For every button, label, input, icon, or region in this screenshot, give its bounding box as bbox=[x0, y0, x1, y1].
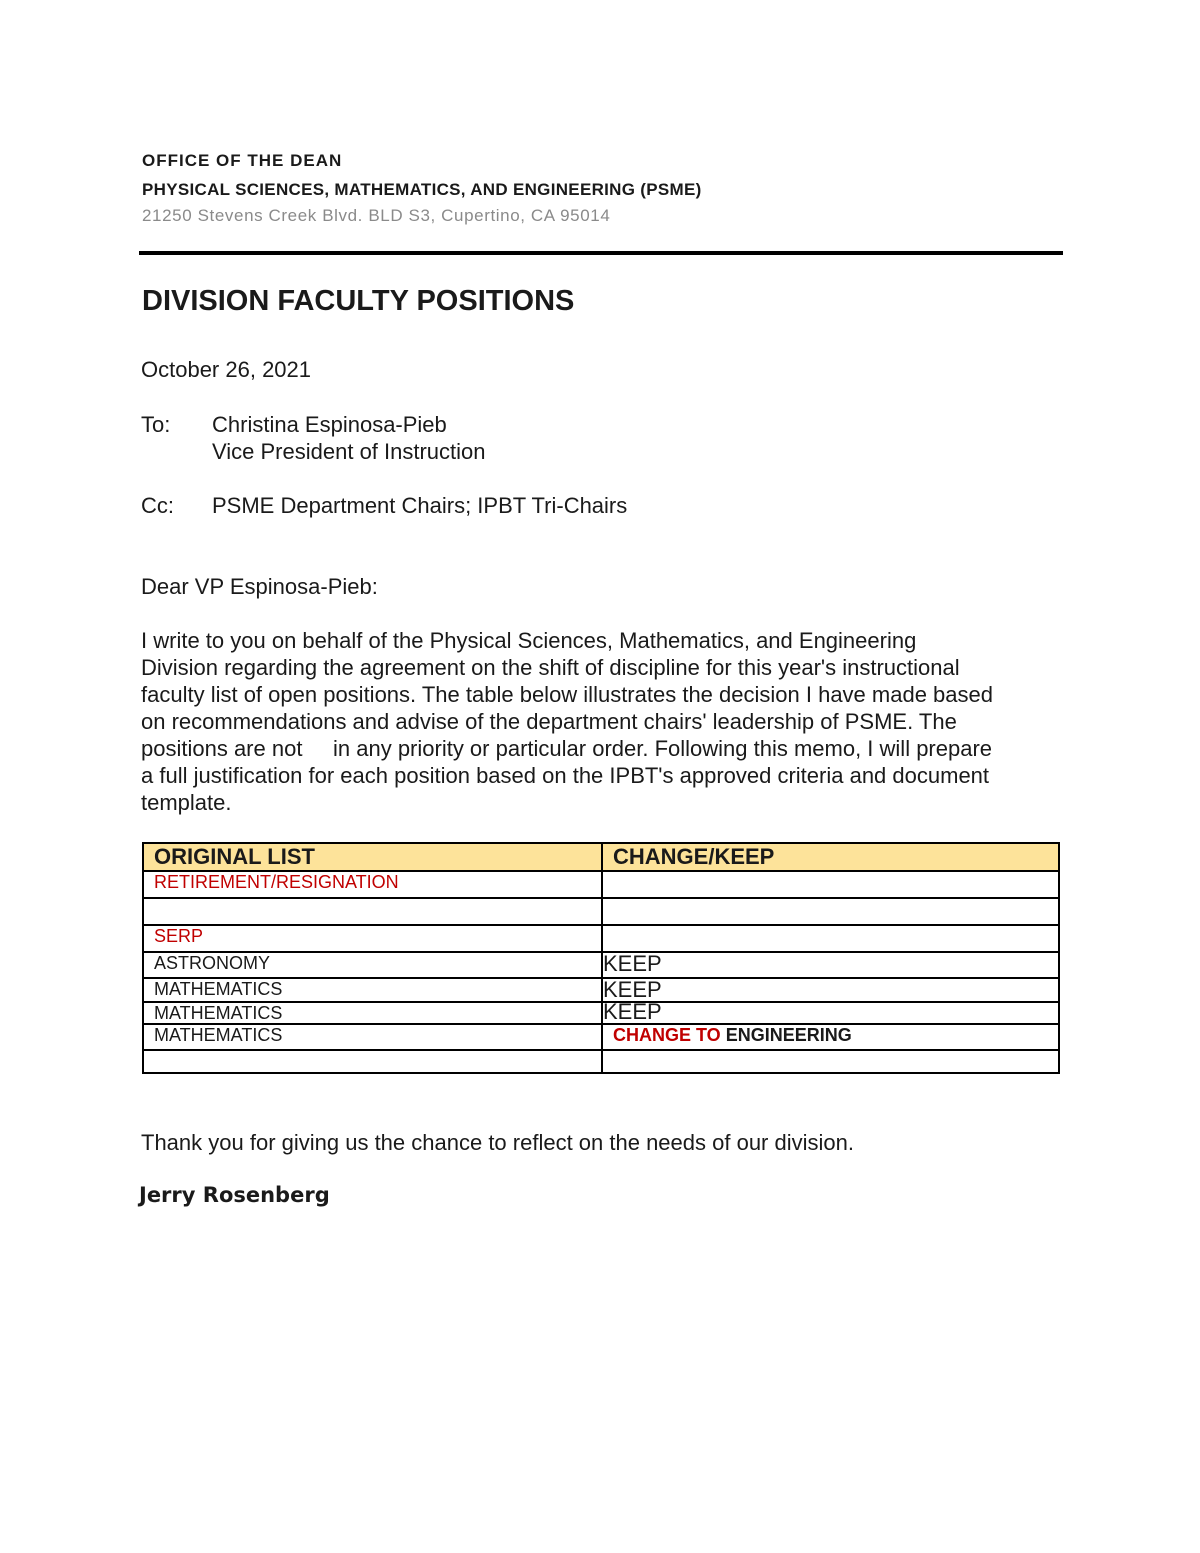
header-original-list: ORIGINAL LIST bbox=[143, 843, 602, 871]
to-label: To: bbox=[141, 412, 171, 437]
change-cell bbox=[602, 978, 1059, 1002]
change-cell bbox=[602, 1050, 1059, 1073]
table-row bbox=[143, 978, 1059, 1002]
table-row bbox=[143, 871, 1059, 898]
memo-body-line: positions are not in any priority or particular order. Following this memo, I will prepare bbox=[141, 736, 993, 761]
division-heading: PHYSICAL SCIENCES, MATHEMATICS, AND ENGINEERING (PSME) bbox=[142, 180, 702, 199]
original-cell: RETIREMENT/RESIGNATION bbox=[143, 871, 602, 898]
cc-label: Cc: bbox=[141, 493, 174, 518]
original-cell bbox=[143, 898, 602, 925]
cc-recipients: PSME Department Chairs; IPBT Tri-Chairs bbox=[212, 493, 628, 518]
original-cell: ASTRONOMY bbox=[143, 952, 602, 978]
keep-value: KEEP bbox=[603, 951, 662, 976]
change-cell bbox=[602, 1024, 1059, 1050]
table-row bbox=[143, 1024, 1059, 1050]
recipient-name: Christina Espinosa-Pieb bbox=[212, 412, 447, 437]
change-cell bbox=[602, 898, 1059, 925]
page-title: DIVISION FACULTY POSITIONS bbox=[142, 285, 575, 317]
signature: Jerry Rosenberg bbox=[139, 1183, 330, 1207]
table-row bbox=[143, 925, 1059, 952]
memo-body-line: template. bbox=[141, 790, 232, 815]
change-cell bbox=[602, 952, 1059, 978]
keep-value: KEEP bbox=[603, 977, 662, 1002]
header-change-keep: CHANGE/KEEP bbox=[602, 843, 1059, 871]
memo-body-line: faculty list of open positions. The table below illustrates the decision I have made based bbox=[141, 682, 993, 707]
memo-body-line: on recommendations and advise of the department chairs' leadership of PSME. The bbox=[141, 709, 957, 734]
header-divider bbox=[139, 251, 1063, 255]
change-target: ENGINEERING bbox=[725, 1025, 852, 1045]
memo-body-line: I write to you on behalf of the Physical Sciences, Mathematics, and Engineering bbox=[141, 628, 917, 653]
recipient-title: Vice President of Instruction bbox=[212, 439, 486, 464]
office-address: 21250 Stevens Creek Blvd. BLD S3, Cupertino, CA 95014 bbox=[142, 206, 611, 225]
change-cell bbox=[602, 925, 1059, 952]
change-prefix: CHANGE TO bbox=[613, 1025, 721, 1045]
memo-body-line: a full justification for each position based on the IPBT's approved criteria and document bbox=[141, 763, 990, 788]
table-row bbox=[143, 1002, 1059, 1024]
table-header-row bbox=[143, 843, 1059, 871]
table-row bbox=[143, 1050, 1059, 1073]
original-cell: MATHEMATICS bbox=[143, 1024, 602, 1050]
table-row bbox=[143, 898, 1059, 925]
closing-sentence: Thank you for giving us the chance to reflect on the needs of our division. bbox=[141, 1130, 854, 1155]
memo-body-line: Division regarding the agreement on the shift of discipline for this year's instructional bbox=[141, 655, 960, 680]
original-cell: MATHEMATICS bbox=[143, 1002, 602, 1024]
memo-date: October 26, 2021 bbox=[141, 357, 312, 382]
original-cell bbox=[143, 1050, 602, 1073]
keep-value: KEEP bbox=[603, 999, 662, 1024]
office-heading: OFFICE OF THE DEAN bbox=[142, 151, 343, 170]
original-cell: SERP bbox=[143, 925, 602, 952]
table-row bbox=[143, 952, 1059, 978]
memo-body bbox=[141, 627, 1076, 816]
change-cell bbox=[602, 871, 1059, 898]
greeting: Dear VP Espinosa-Pieb: bbox=[141, 574, 378, 599]
original-cell: MATHEMATICS bbox=[143, 978, 602, 1002]
positions-table bbox=[142, 842, 1060, 1074]
change-cell bbox=[602, 999, 1059, 1024]
